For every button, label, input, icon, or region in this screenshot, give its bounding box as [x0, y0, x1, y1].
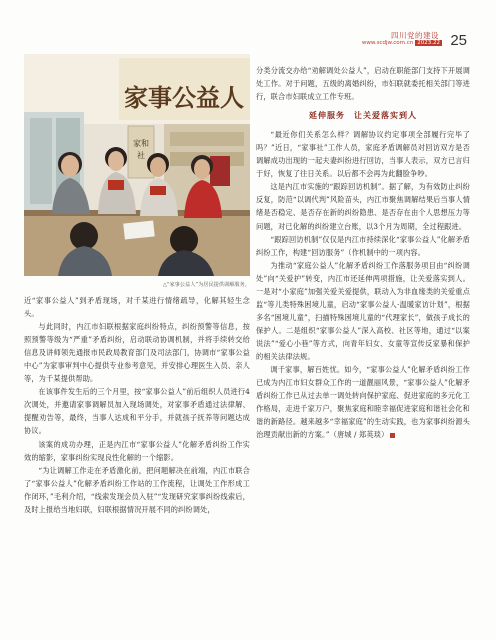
final-text: 调千家事，解百姓忧。如今，“家事公益人”化解矛盾纠纷工作已成为内江市妇女群众工作的一道靓丽风景，“家事公益人”化解矛盾纠纷工作已从过去单一调处转向保护家庭、促进家庭的多元化工作格局，走进千家万户，聚焦家庭和睦幸福促进家庭和谐社会化和谐的新路径。越来越多“幸福家庭”的生动实践，也为家事纠纷源头治理贡献出新的方案。”（唐城 / 郑英琰） [256, 365, 470, 440]
paragraph: 为推动“家庭公益人”化解矛盾纠纷工作落服务项目由“纠纷调处”向“关爱护”转变，内江市还延伸两项措施，让关爱落实到人。一是对“小家庭”加强关爱关爱提供，联动入为非血缘类的关爱重点监“等儿类特殊困境儿童，启动“家事公益人·温暖家访计划”，根据多名“困境儿童”，扫描特殊困境儿童的“代理家长”，做孩子成长的保护人。二是组织“家事公益人”深入高校、社区等地，通过“以案说法”“爱心小巷”等方式，向青年妇女、女童等宣传反家暴和保护的相关法律法规。 [256, 260, 470, 361]
right-column [256, 64, 470, 441]
end-mark-icon [390, 433, 395, 438]
paragraph: “跟踪回访机制”仅仅是内江市持续深化“家事公益人”化解矛盾纠纷工作，构建“回访服务”（作机制中的一项内容。 [256, 234, 470, 257]
svg-text:社: 社 [137, 151, 145, 160]
paragraph: 在该事件发生后的三个月里，按“家事公益人”前后组织人员进行4次调处，并邀请家事调解员加入现场调处，对家事矛盾通过法律解、提醒劝告等，最终，当事人达成和平分手，并就孩子抚养等问题达成协议。 [24, 387, 250, 436]
paragraph: 近“家事公益人”到矛盾现场，对千某进行情绪疏导，化解其轻生念头。 [24, 296, 250, 319]
issue-badge: 2023.22 [417, 40, 440, 46]
magazine-name: 四川党的建设 [391, 31, 439, 40]
paragraph: 分类分流交办给“劝解调处公益人”，启动在职能部门支持下开展调处工作。对于问题，五级的离婚纠纷，市妇联就委托相关部门等进行，联合市妇联成立工作专班。 [256, 66, 470, 102]
section-heading: 延伸服务 让关爱落实到人 [309, 111, 417, 121]
paragraph: “最近你们关系怎么样？调解协议约定事项全部履行完毕了吗？”近日，“家事社”工作人员，家庭矛盾调解员对回访双方是否调解成功出现的一起夫妻纠纷进行回访，当事人表示，双方已言归于好，恢复了往日关系。以后都不会再为此翻脸争吵。 [256, 130, 470, 179]
paragraph: 与此同时，内江市妇联根据家庭纠纷特点，纠纷预警等信息，按照预警等级为“严重”矛盾纠纷，启动联动协调机制，并将手续转交给信息及讲师领先通报市民政局教育部门及司法部门，协调市“家事公益中心”为家事审判中心提供专业参考意见，并安排心理医生入员、亲人等，为千某提供帮助。 [24, 322, 250, 384]
magazine-url: www.scdjw.com.cn 2023.22 [361, 40, 440, 46]
photo-caption: △“家事公益人”为居民提供调解服务。 [162, 282, 250, 288]
photo-illustration [24, 54, 250, 276]
paragraph: 该案的成功办理，正是内江市“家事公益人”化解矛盾纠纷工作实效的缩影，家事纠纷实现良性化解的一个缩影。 [24, 439, 250, 462]
page-header [0, 0, 496, 56]
signboard-text: 家事公益人 [124, 83, 244, 112]
paragraph: 这是内江市实施的“跟踪回访机制”。据了解，为有效防止纠纷反复，防范“以调代判”风险苗头，内江市聚焦调解结果后当事人情绪是否稳定、是否存在新的纠纷隐患、是否存在由个人思想压力等问题，对已化解的纠纷建立台账，以3个月为周期，全过程跟进。 [256, 182, 470, 231]
left-column [24, 294, 250, 516]
page-number: 25 [450, 32, 467, 49]
article-photo [24, 54, 250, 276]
svg-text:家和: 家和 [133, 139, 149, 148]
paragraph: “为让调解工作走在矛盾激化前，把问题解决在前端，内江市联合了“家事公益人”化解矛盾纠纷工作站的工作流程，让调处工作形成工作闭环，”毛利介绍，“线索发现会员入驻”“发现研究家事纠纷线索后，及时上报给当地妇联，妇联根据情况开展不同的纠纷调处， [24, 465, 250, 514]
paragraph-final [256, 363, 470, 441]
